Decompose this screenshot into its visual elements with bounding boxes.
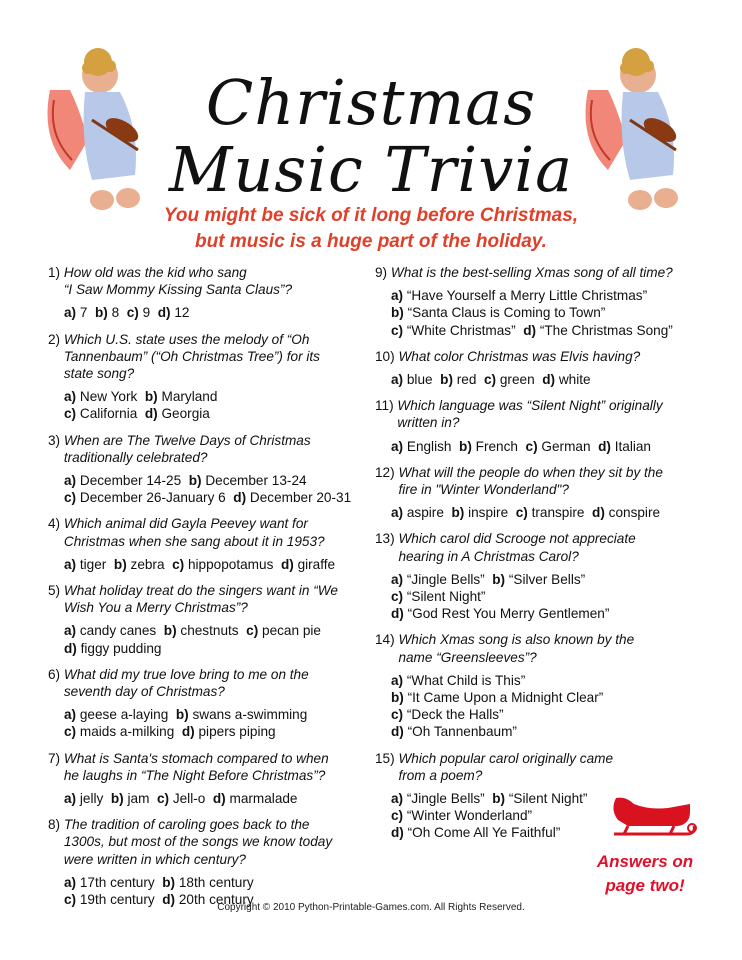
option-text: “Jingle Bells” <box>406 791 485 807</box>
option-letter: c) <box>483 372 497 388</box>
questions-column-left <box>48 264 360 917</box>
question-number: 12) <box>375 464 399 480</box>
question-text-line: from a poem? <box>398 767 483 783</box>
question-number: 4) <box>48 516 64 532</box>
question-text-line: When are The Twelve Days of Christmas <box>63 432 311 448</box>
option-letter: c) <box>172 556 185 572</box>
answer-options <box>391 438 687 455</box>
question-number: 5) <box>48 583 64 599</box>
question-item <box>375 264 687 339</box>
answer-option-row <box>391 504 687 521</box>
question-text <box>397 397 662 431</box>
option-text: “It Came Upon a Midnight Clear” <box>407 690 604 706</box>
option-letter: d) <box>157 305 171 321</box>
option-letter: a) <box>391 505 404 521</box>
option-letter: c) <box>64 892 77 908</box>
sleigh-icon <box>608 790 698 845</box>
option-text: aspire <box>406 505 444 521</box>
answer-option-row <box>391 371 687 388</box>
option-text: pecan pie <box>262 623 321 639</box>
copyright-text: Copyright © 2010 Python-Printable-Games.com. All Rights Reserved. <box>217 902 525 913</box>
option-letter: c) <box>156 791 170 807</box>
question-text <box>64 515 325 549</box>
option-letter: b) <box>113 556 127 572</box>
question-text-line: seventh day of Christmas? <box>63 684 225 700</box>
option-letter: c) <box>64 490 77 506</box>
option-text: California <box>79 406 138 422</box>
answer-option-row <box>64 622 360 639</box>
option-text: “Deck the Halls” <box>406 707 504 723</box>
option-letter: a) <box>64 389 77 405</box>
question-text <box>398 750 613 784</box>
option-text: conspire <box>608 505 661 521</box>
option-text: 20th century <box>178 892 254 908</box>
answer-option-row <box>64 472 360 489</box>
question-item <box>375 397 687 455</box>
question-text-line: hearing in A Christmas Carol? <box>398 548 579 564</box>
question-text <box>64 331 320 383</box>
option-text: December 26-January 6 <box>79 490 226 506</box>
answer-options <box>64 790 360 807</box>
question-text-line: What is Santa's stomach compared to when <box>63 750 329 766</box>
question-text <box>398 530 635 564</box>
option-letter: c) <box>391 707 404 723</box>
option-letter: c) <box>391 808 404 824</box>
answer-option-row <box>64 304 360 321</box>
option-letter: b) <box>162 874 176 890</box>
option-letter: b) <box>391 305 404 321</box>
option-text: French <box>475 438 518 454</box>
answers-note-line2: page two! <box>605 876 685 895</box>
answer-option-row <box>64 489 360 506</box>
question-item <box>48 750 360 808</box>
question-item <box>375 464 687 522</box>
option-text: 18th century <box>178 874 254 890</box>
option-text: jam <box>127 791 150 807</box>
answer-option-row <box>391 304 687 321</box>
question-text-line: Which language was “Silent Night” originally <box>397 398 663 414</box>
option-letter: a) <box>64 305 77 321</box>
option-letter: c) <box>515 505 528 521</box>
option-letter: c) <box>246 623 259 639</box>
option-text: New York <box>79 389 138 405</box>
subtitle-line1: You might be sick of it long before Christmas, <box>163 205 579 226</box>
question-text <box>64 432 311 466</box>
option-letter: d) <box>598 438 611 454</box>
question-number: 15) <box>375 750 399 766</box>
answer-option-row <box>64 706 360 723</box>
option-letter: a) <box>64 556 77 572</box>
question-number: 3) <box>48 432 64 448</box>
answer-option-row <box>391 287 687 304</box>
option-text: Maryland <box>161 389 218 405</box>
option-text: “Winter Wonderland” <box>406 808 533 824</box>
option-letter: d) <box>391 606 404 622</box>
question-item <box>48 582 360 657</box>
answer-option-row <box>64 790 360 807</box>
option-text: red <box>456 372 477 388</box>
answer-options <box>391 371 687 388</box>
question-text-line: Which carol did Scrooge not appreciate <box>398 531 636 547</box>
answer-options <box>391 571 687 623</box>
question-number: 13) <box>375 531 399 547</box>
option-letter: c) <box>126 305 139 321</box>
question-text <box>398 464 662 498</box>
question-item <box>48 666 360 741</box>
option-letter: b) <box>492 791 506 807</box>
answer-option-row <box>64 388 360 405</box>
option-text: “Santa Claus is Coming to Town” <box>407 305 606 321</box>
question-number: 14) <box>375 632 399 648</box>
option-text: 8 <box>111 305 120 321</box>
option-text: German <box>541 438 591 454</box>
answer-option-row <box>64 405 360 422</box>
question-item <box>375 631 687 740</box>
question-text-line: written in? <box>397 415 460 431</box>
option-text: geese a-laying <box>79 707 169 723</box>
question-number: 9) <box>375 265 391 280</box>
option-text: 7 <box>79 305 88 321</box>
option-letter: b) <box>492 571 506 587</box>
option-text: tiger <box>79 556 107 572</box>
answer-option-row <box>391 438 687 455</box>
option-text: maids a-milking <box>79 724 175 740</box>
option-letter: d) <box>542 372 556 388</box>
question-text <box>398 348 640 365</box>
option-letter: d) <box>144 406 158 422</box>
question-text <box>64 582 338 616</box>
option-text: “Silent Night” <box>508 791 588 807</box>
question-text-line: 1300s, but most of the songs we know today <box>63 834 333 850</box>
question-text-line: name “Greensleeves”? <box>398 649 537 665</box>
option-letter: b) <box>451 505 465 521</box>
option-text: Italian <box>614 438 651 454</box>
option-letter: d) <box>233 490 247 506</box>
answer-options <box>64 304 360 321</box>
question-number: 11) <box>375 398 398 414</box>
question-text-line: Which animal did Gayla Peevey want for <box>63 516 308 532</box>
answer-options <box>391 672 687 741</box>
option-letter: d) <box>523 322 537 338</box>
option-text: Georgia <box>161 406 210 422</box>
question-text-line: Which U.S. state uses the melody of “Oh <box>63 331 310 347</box>
question-text-line: The tradition of caroling goes back to the <box>63 817 310 833</box>
option-text: marmalade <box>229 791 298 807</box>
option-text: “God Rest You Merry Gentlemen” <box>407 606 610 622</box>
answer-option-row <box>64 556 360 573</box>
option-letter: a) <box>391 672 404 688</box>
option-letter: d) <box>391 825 404 841</box>
question-text-line: were written in which century? <box>63 851 246 867</box>
option-letter: a) <box>391 288 404 304</box>
option-letter: b) <box>188 473 202 489</box>
option-text: “Have Yourself a Merry Little Christmas” <box>406 288 648 304</box>
option-letter: d) <box>162 892 176 908</box>
option-text: “Oh Tannenbaum” <box>407 724 517 740</box>
answer-options <box>64 706 360 740</box>
answer-options <box>64 622 360 656</box>
question-number: 1) <box>48 265 64 280</box>
question-item <box>48 816 360 908</box>
option-letter: a) <box>391 372 404 388</box>
option-letter: d) <box>592 505 605 521</box>
answer-option-row <box>64 723 360 740</box>
answer-option-row <box>391 322 687 339</box>
option-text: candy canes <box>79 623 157 639</box>
option-text: green <box>499 372 535 388</box>
option-letter: d) <box>181 724 195 740</box>
option-text: “Silent Night” <box>406 589 486 605</box>
question-text <box>64 264 292 298</box>
option-text: “What Child is This” <box>406 672 526 688</box>
question-text-line: How old was the kid who sang <box>63 265 247 280</box>
option-text: 19th century <box>79 892 155 908</box>
question-text-line: he laughs in “The Night Before Christmas”? <box>63 767 326 783</box>
question-text-line: traditionally celebrated? <box>63 449 208 465</box>
question-text <box>64 666 309 700</box>
question-number: 6) <box>48 666 64 682</box>
option-letter: c) <box>391 322 404 338</box>
option-letter: c) <box>391 589 404 605</box>
questions-column-right <box>375 264 687 851</box>
answer-option-row <box>64 640 360 657</box>
answer-option-row <box>391 588 687 605</box>
option-text: 12 <box>174 305 190 321</box>
question-number: 8) <box>48 817 64 833</box>
option-letter: d) <box>212 791 226 807</box>
option-text: English <box>406 438 452 454</box>
option-letter: d) <box>64 640 77 656</box>
question-text <box>391 264 673 281</box>
option-text: December 20-31 <box>249 490 352 506</box>
question-number: 7) <box>48 750 64 766</box>
question-text-line: fire in "Winter Wonderland"? <box>398 482 569 498</box>
option-text: inspire <box>468 505 509 521</box>
question-item <box>375 348 687 388</box>
answer-option-row <box>391 689 687 706</box>
option-text: white <box>558 372 591 388</box>
option-letter: b) <box>163 623 177 639</box>
question-text <box>64 816 332 868</box>
question-text-line: “I Saw Mommy Kissing Santa Claus”? <box>63 282 293 298</box>
option-letter: a) <box>64 707 77 723</box>
option-text: 17th century <box>79 874 155 890</box>
question-text-line: Wish You a Merry Christmas”? <box>63 600 248 616</box>
option-text: “Oh Come All Ye Faithful” <box>407 825 561 841</box>
option-letter: a) <box>64 623 77 639</box>
option-letter: a) <box>64 874 77 890</box>
question-item <box>48 432 360 507</box>
option-letter: b) <box>391 690 404 706</box>
subtitle-line2: but music is a huge part of the holiday. <box>195 231 547 252</box>
question-item <box>375 530 687 622</box>
question-item <box>48 331 360 423</box>
option-letter: d) <box>280 556 294 572</box>
option-text: December 13-24 <box>205 473 307 489</box>
option-text: “Jingle Bells” <box>406 571 485 587</box>
question-text <box>64 750 329 784</box>
option-text: Jell-o <box>172 791 206 807</box>
option-letter: b) <box>175 707 189 723</box>
question-text-line: What did my true love bring to me on the <box>63 666 309 682</box>
question-text-line: Which Xmas song is also known by the <box>398 632 635 648</box>
answer-option-row <box>391 605 687 622</box>
question-text-line: state song? <box>63 366 135 382</box>
option-letter: a) <box>64 473 77 489</box>
option-text: December 14-25 <box>79 473 182 489</box>
question-number: 2) <box>48 331 64 347</box>
question-text-line: What is the best-selling Xmas song of all time? <box>390 265 673 280</box>
option-letter: a) <box>391 438 404 454</box>
question-text-line: Which popular carol originally came <box>398 750 614 766</box>
option-text: hippopotamus <box>187 556 274 572</box>
question-text-line: What will the people do when they sit by the <box>398 464 663 480</box>
question-text <box>398 631 634 665</box>
option-text: pipers piping <box>198 724 276 740</box>
option-text: “The Christmas Song” <box>539 322 673 338</box>
option-text: blue <box>406 372 433 388</box>
option-letter: b) <box>95 305 108 321</box>
option-letter: c) <box>64 406 77 422</box>
option-letter: b) <box>110 791 124 807</box>
option-letter: b) <box>440 372 453 388</box>
option-letter: c) <box>64 724 77 740</box>
option-text: giraffe <box>297 556 336 572</box>
option-text: jelly <box>79 791 104 807</box>
question-text-line: What color Christmas was Elvis having? <box>398 348 641 364</box>
option-text: 9 <box>142 305 151 321</box>
option-letter: b) <box>459 438 472 454</box>
answer-options <box>64 388 360 422</box>
answer-options <box>64 472 360 506</box>
option-letter: c) <box>525 438 538 454</box>
option-text: “Silver Bells” <box>508 571 586 587</box>
answer-options <box>391 287 687 339</box>
option-letter: a) <box>391 571 404 587</box>
option-letter: b) <box>144 389 158 405</box>
option-letter: a) <box>64 791 77 807</box>
option-text: zebra <box>130 556 165 572</box>
page-title-line2: Music Trivia <box>168 133 574 206</box>
answers-note-line1: Answers on <box>596 852 694 871</box>
answer-option-row <box>391 706 687 723</box>
answer-option-row <box>64 874 360 891</box>
question-number: 10) <box>375 348 399 364</box>
option-text: transpire <box>531 505 585 521</box>
option-text: “White Christmas” <box>406 322 516 338</box>
answer-option-row <box>391 571 687 588</box>
answer-option-row <box>391 723 687 740</box>
option-letter: d) <box>391 724 404 740</box>
answer-options <box>391 504 687 521</box>
option-text: swans a-swimming <box>192 707 308 723</box>
answer-option-row <box>391 672 687 689</box>
question-text-line: What holiday treat do the singers want in “We <box>63 583 338 599</box>
option-letter: a) <box>391 791 404 807</box>
option-text: figgy pudding <box>80 640 162 656</box>
question-item <box>48 515 360 573</box>
question-text-line: Christmas when she sang about it in 1953? <box>63 533 325 549</box>
answer-options <box>64 556 360 573</box>
question-item <box>48 264 360 322</box>
page-title-line1: Christmas <box>205 66 537 139</box>
question-text-line: Tannenbaum” (“Oh Christmas Tree”) for its <box>63 348 320 364</box>
option-text: chestnuts <box>180 623 239 639</box>
